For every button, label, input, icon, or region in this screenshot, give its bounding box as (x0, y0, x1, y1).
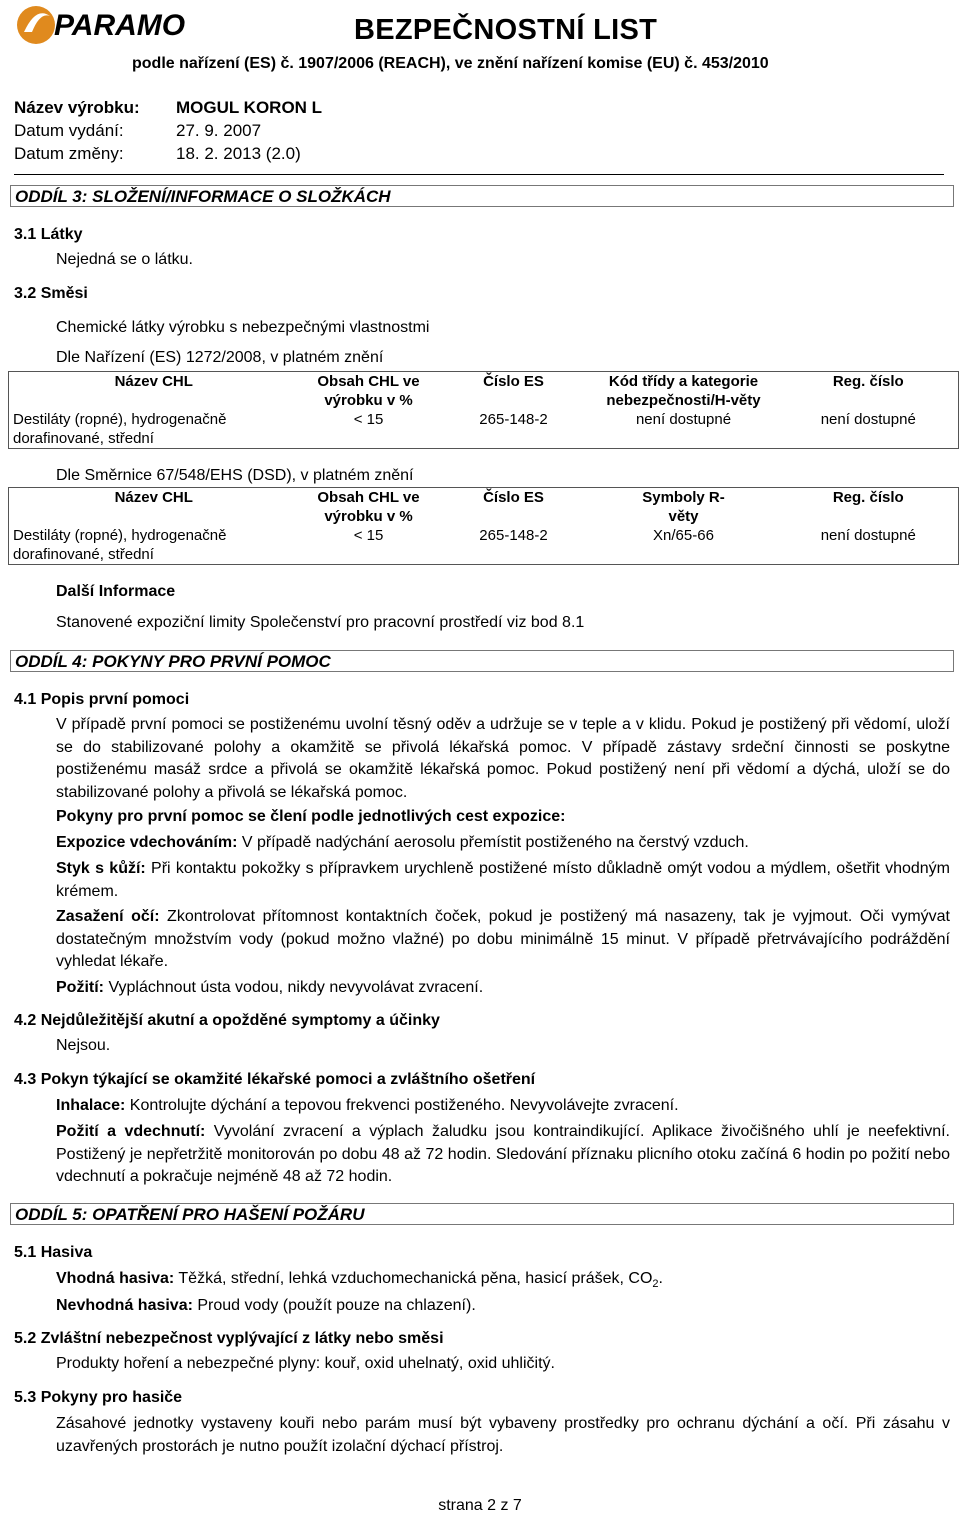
unsuitable-media-text: Proud vody (použít pouze na chlazení). (192, 1297, 476, 1314)
suitable-media-end: . (658, 1270, 663, 1287)
product-name-label: Název výrobku: (14, 98, 140, 117)
co2-subscript: 2 (652, 1278, 659, 1291)
header-divider (14, 174, 944, 175)
skin-text: Při kontaktu pokožky s přípravkem urychleně postižené místo důkladně omýt vodou a mýdlem, ošetřit vhodným krémem. (56, 860, 951, 900)
logo-text: PARAMO (54, 9, 186, 42)
section-5-1-title: 5.1 Hasiva (14, 1244, 93, 1261)
table-cell: 265-148-2 (439, 526, 589, 565)
column-header: Reg. číslo (832, 489, 904, 506)
inhalation-paragraph (56, 832, 950, 855)
ingestion-inhalation-paragraph (56, 1121, 950, 1189)
ingestion-inhalation-text: Vyvolání zvracení a výplach žaludku jsou kontraindikující. Aplikace živočišného uhlí je neefektivní. Postižený je nepřetržitě monitorován po dobu 48 až 72 hodin. Sledování příznaku plicního otoku začíná 6 hodin po požití nebo vdechnutí a pokračuje nejméně 48 až 72 hodin. (56, 1123, 951, 1185)
table-cell: není dostupné (589, 410, 779, 449)
table-cell: < 15 (299, 410, 439, 449)
table-cell: není dostupné (779, 410, 959, 449)
table-cell: 265-148-2 (439, 410, 589, 449)
section-5-3-title: 5.3 Pokyny pro hasiče (14, 1389, 183, 1406)
skin-paragraph (56, 858, 950, 903)
section-5-3-text: Zásahové jednotky vystaveny kouři nebo parám musí být vybaveny prostředky pro ochranu dýchání a očí. Při zásahu v uzavřených prostorách je nutno použít izolační dýchací přístroj. (56, 1415, 950, 1455)
table-header-row (9, 372, 959, 411)
section-4-1-title: 4.1 Popis první pomoci (14, 691, 190, 708)
issue-date-label: Datum vydání: (14, 121, 124, 140)
ingestion-paragraph (56, 977, 950, 1000)
column-header: Číslo ES (483, 489, 544, 506)
suitable-media-label: Vhodná hasiva: (56, 1270, 175, 1287)
inhalation2-text: Kontrolujte dýchání a tepovou frekvenci postiženého. Nevyvolávejte zvracení. (125, 1097, 679, 1114)
section-4-2-text: Nejsou. (56, 1037, 111, 1054)
exposure-routes-title: Pokyny pro první pomoc se člení podle jednotlivých cest expozice: (56, 808, 566, 825)
table-row (9, 526, 959, 565)
table-cell: není dostupné (779, 526, 959, 565)
document-title: BEZPEČNOSTNÍ LIST (354, 14, 658, 46)
table-header-row (9, 488, 959, 527)
section-3-1-title: 3.1 Látky (14, 226, 83, 243)
document-subtitle: podle nařízení (ES) č. 1907/2006 (REACH), ve znění nařízení komise (EU) č. 453/2010 (132, 55, 769, 72)
column-header: Obsah CHL ve výrobku v % (317, 373, 420, 409)
table-cell: < 15 (299, 526, 439, 565)
table-row (9, 410, 959, 449)
ingestion-inhalation-label: Požití a vdechnutí: (56, 1123, 206, 1140)
more-info-text: Stanovené expoziční limity Společenství pro pracovní prostředí viz bod 8.1 (56, 614, 585, 631)
change-date-value: 18. 2. 2013 (2.0) (176, 144, 301, 163)
more-info-title: Další Informace (56, 583, 176, 600)
skin-label: Styk s kůží: (56, 860, 146, 877)
dsd-table-title: Dle Směrnice 67/548/EHS (DSD), v platném znění (56, 467, 414, 484)
ingestion-label: Požití: (56, 979, 104, 996)
section-5-heading: ODDÍL 5: OPATŘENÍ PRO HAŠENÍ POŽÁRU (10, 1203, 954, 1225)
suitable-media-paragraph (56, 1268, 950, 1296)
inhalation2-paragraph (56, 1095, 950, 1118)
table-cell: Destiláty (ropné), hydrogenačně dorafinované, střední (9, 526, 299, 565)
ingestion-text: Vypláchnout ústa vodou, nikdy nevyvolávat zvracení. (104, 979, 484, 996)
product-name-value: MOGUL KORON L (176, 98, 323, 117)
section-4-1-text: V případě první pomoci se postiženému uvolní těsný oděv a udržuje se v teple a v klidu. Pokud je postižený při vědomí, uloží se do stabilizované polohy a okamžitě se přivolá lékařská pomoc. V případě zástavy srdeční činnosti se poskytne postiženému masáž srdce a přivolá se okamžitě lékařská pomoc. Pokud postižený není při vědomí a dýchá, uloží se do stabilizované polohy a přivolá se lékařská pomoc. (56, 716, 950, 801)
clp-composition-table (8, 371, 959, 449)
company-logo (14, 2, 214, 48)
section-4-heading: ODDÍL 4: POKYNY PRO PRVNÍ POMOC (10, 650, 954, 672)
suitable-media-text: Těžká, střední, lehká vzduchomechanická pěna, hasicí prášek, CO (174, 1270, 653, 1287)
section-3-2-intro: Chemické látky výrobku s nebezpečnými vlastnostmi (56, 319, 430, 336)
inhalation2-label: Inhalace: (56, 1097, 126, 1114)
section-4-3-title: 4.3 Pokyn týkající se okamžité lékařské pomoci a zvláštního ošetření (14, 1071, 536, 1088)
section-3-1-text: Nejedná se o látku. (56, 251, 193, 268)
issue-date-value: 27. 9. 2007 (176, 121, 262, 140)
section-3-heading: ODDÍL 3: SLOŽENÍ/INFORMACE O SLOŽKÁCH (10, 185, 954, 207)
eye-text: Zkontrolovat přítomnost kontaktních čoček, pokud je postižený má nasazeny, tak je vyjmout. Oči vymývat dostatečným množstvím vody (pokud možno vlažné) po dobu minimálně 15 minut. V případě přetrvávajícího podráždění vyhledat lékaře. (56, 908, 950, 970)
dsd-composition-table (8, 487, 959, 565)
table-cell: Destiláty (ropné), hydrogenačně dorafinované, střední (9, 410, 299, 449)
table-cell: Xn/65-66 (589, 526, 779, 565)
change-date-label: Datum změny: (14, 144, 124, 163)
section-5-2-title: 5.2 Zvláštní nebezpečnost vyplývající z látky nebo směsi (14, 1330, 444, 1347)
section-3-2-title: 3.2 Směsi (14, 285, 88, 302)
column-header: Symboly R-věty (642, 489, 725, 525)
clp-table-title: Dle Nařízení (ES) 1272/2008, v platném znění (56, 349, 384, 366)
section-5-2-text: Produkty hoření a nebezpečné plyny: kouř, oxid uhelnatý, oxid uhličitý. (56, 1355, 555, 1372)
unsuitable-media-paragraph (56, 1295, 950, 1318)
unsuitable-media-label: Nevhodná hasiva: (56, 1297, 193, 1314)
column-header: Obsah CHL ve výrobku v % (317, 489, 420, 525)
column-header: Název CHL (114, 489, 193, 506)
column-header: Kód třídy a kategorie nebezpečnosti/H-věty (606, 373, 761, 409)
page-number: strana 2 z 7 (438, 1497, 522, 1514)
eye-paragraph (56, 906, 950, 974)
column-header: Název CHL (114, 373, 193, 390)
inhalation-label: Expozice vdechováním: (56, 834, 238, 851)
column-header: Číslo ES (483, 373, 544, 390)
eye-label: Zasažení očí: (56, 908, 160, 925)
inhalation-text: V případě nadýchání aerosolu přemístit postiženého na čerstvý vzduch. (237, 834, 749, 851)
section-4-2-title: 4.2 Nejdůležitější akutní a opožděné symptomy a účinky (14, 1012, 440, 1029)
column-header: Reg. číslo (832, 373, 904, 390)
